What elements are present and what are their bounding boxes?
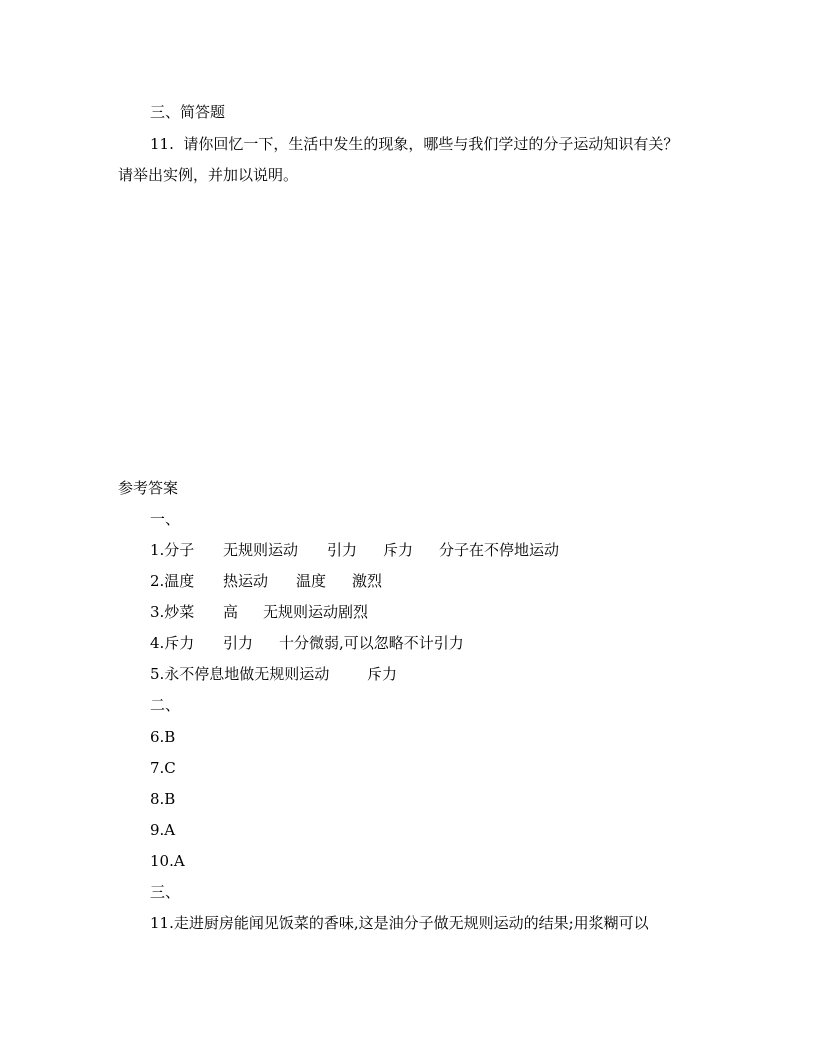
answer-7: 7.C xyxy=(150,759,176,777)
answer-1-blank-4: 斥力 xyxy=(383,541,414,559)
part-3-label: 三、 xyxy=(150,883,181,901)
answer-3 xyxy=(150,602,368,622)
answer-5-blank-1: 5.永不停息地做无规则运动 xyxy=(150,665,330,683)
answer-8: 8.B xyxy=(150,790,176,808)
answer-1-blank-3: 引力 xyxy=(327,541,358,559)
answer-1-blank-2: 无规则运动 xyxy=(223,541,299,559)
answer-2-blank-4: 激烈 xyxy=(352,572,383,590)
answer-3-blank-1: 3.炒菜 xyxy=(150,603,195,621)
answer-10: 10.A xyxy=(150,852,185,870)
answer-1-blank-1: 1.分子 xyxy=(150,541,195,559)
answers-title: 参考答案 xyxy=(118,479,179,497)
answer-5 xyxy=(150,664,397,684)
answer-11-line-1: 11.走进厨房能闻见饭菜的香味,这是油分子做无规则运动的结果;用浆糊可以 xyxy=(150,914,649,932)
answer-1 xyxy=(150,540,559,560)
section-heading: 三、简答题 xyxy=(150,103,226,121)
answer-4-blank-3: 十分微弱,可以忽略不计引力 xyxy=(279,634,464,652)
answer-4 xyxy=(150,633,464,653)
answer-9: 9.A xyxy=(150,821,176,839)
answer-2-blank-2: 热运动 xyxy=(223,572,269,590)
answer-3-blank-2: 高 xyxy=(223,603,239,621)
answer-4-blank-1: 4.斥力 xyxy=(150,634,195,652)
answer-4-blank-2: 引力 xyxy=(223,634,254,652)
part-1-label: 一、 xyxy=(150,510,181,528)
answer-2 xyxy=(150,571,382,591)
answer-3-blank-3: 无规则运动剧烈 xyxy=(263,603,369,621)
answer-6: 6.B xyxy=(150,728,176,746)
answer-1-blank-5: 分子在不停地运动 xyxy=(439,541,560,559)
question-11-line-1: 11. 请你回忆一下，生活中发生的现象，哪些与我们学过的分子运动知识有关？ xyxy=(150,135,679,153)
answer-5-blank-2: 斥力 xyxy=(367,665,398,683)
question-11-line-2: 请举出实例，并加以说明。 xyxy=(118,166,299,184)
answer-2-blank-1: 2.温度 xyxy=(150,572,195,590)
answer-2-blank-3: 温度 xyxy=(296,572,327,590)
part-2-label: 二、 xyxy=(150,696,181,714)
